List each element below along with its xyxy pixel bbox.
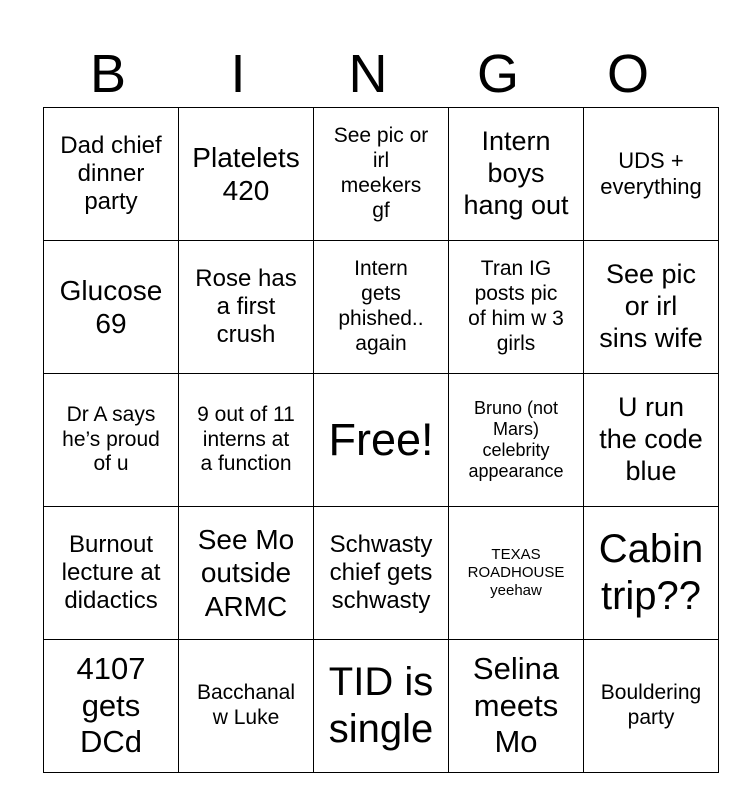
board-row bbox=[44, 241, 719, 374]
bingo-cell[interactable]: Selina meets Mo bbox=[449, 640, 584, 773]
bingo-cell[interactable]: Dad chief dinner party bbox=[44, 108, 179, 241]
bingo-cell[interactable]: TEXAS ROADHOUSE yeehaw bbox=[449, 507, 584, 640]
board-row bbox=[44, 374, 719, 507]
bingo-cell[interactable]: 9 out of 11 interns at a function bbox=[179, 374, 314, 507]
bingo-header bbox=[43, 40, 693, 108]
bingo-cell[interactable]: U run the code blue bbox=[584, 374, 719, 507]
bingo-cell[interactable]: Intern gets phished.. again bbox=[314, 241, 449, 374]
header-letter-i: I bbox=[230, 44, 246, 104]
board-row bbox=[44, 108, 719, 241]
bingo-cell[interactable]: Glucose 69 bbox=[44, 241, 179, 374]
header-letter-n: N bbox=[348, 44, 388, 104]
bingo-cell[interactable]: UDS + everything bbox=[584, 108, 719, 241]
bingo-cell[interactable]: Schwasty chief gets schwasty bbox=[314, 507, 449, 640]
bingo-cell[interactable]: Cabin trip?? bbox=[584, 507, 719, 640]
bingo-cell[interactable]: Intern boys hang out bbox=[449, 108, 584, 241]
board-row bbox=[44, 507, 719, 640]
bingo-cell[interactable]: See Mo outside ARMC bbox=[179, 507, 314, 640]
free-space-cell[interactable]: Free! bbox=[314, 374, 449, 507]
bingo-cell[interactable]: 4107 gets DCd bbox=[44, 640, 179, 773]
bingo-cell[interactable]: Platelets 420 bbox=[179, 108, 314, 241]
header-letter-g: G bbox=[476, 44, 519, 104]
header-letter-o: O bbox=[606, 44, 649, 104]
bingo-cell[interactable]: Dr A says he’s proud of u bbox=[44, 374, 179, 507]
bingo-cell[interactable]: Bouldering party bbox=[584, 640, 719, 773]
bingo-cell[interactable]: Tran IG posts pic of him w 3 girls bbox=[449, 241, 584, 374]
bingo-cell[interactable]: TID is single bbox=[314, 640, 449, 773]
board-row bbox=[44, 640, 719, 773]
bingo-cell[interactable]: Bacchanal w Luke bbox=[179, 640, 314, 773]
bingo-cell[interactable]: Rose has a first crush bbox=[179, 241, 314, 374]
bingo-cell[interactable]: Burnout lecture at didactics bbox=[44, 507, 179, 640]
bingo-cell[interactable]: Bruno (not Mars) celebrity appearance bbox=[449, 374, 584, 507]
bingo-cell[interactable]: See pic or irl sins wife bbox=[584, 241, 719, 374]
bingo-board bbox=[43, 107, 719, 773]
bingo-cell[interactable]: See pic or irl meekers gf bbox=[314, 108, 449, 241]
header-letter-b: B bbox=[89, 44, 127, 104]
